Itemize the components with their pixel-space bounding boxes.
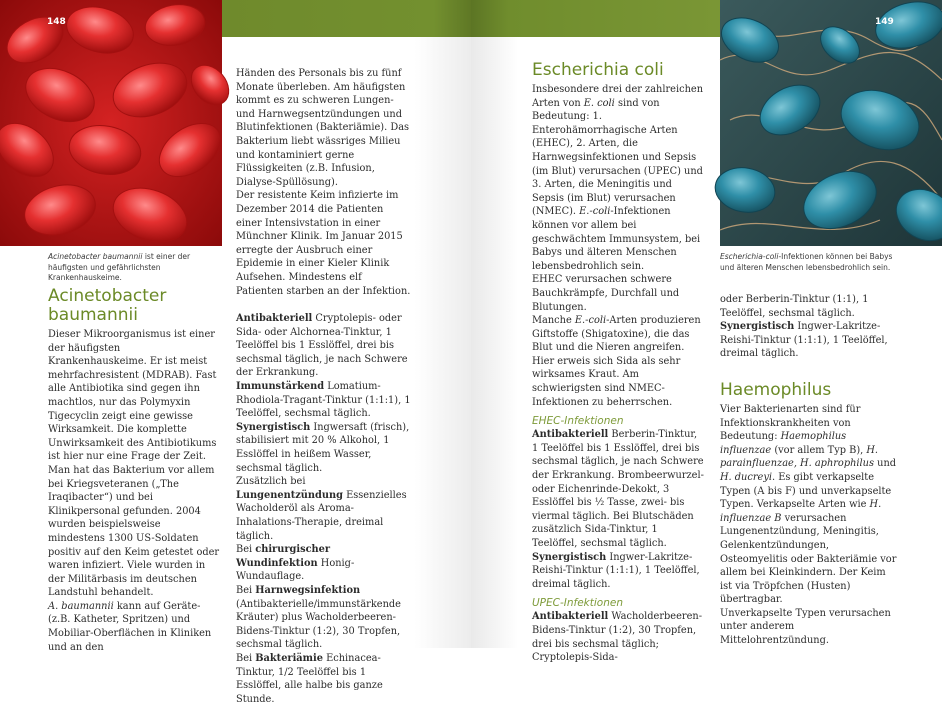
label-antibakteriell: Antibakteriell [532,429,609,441]
column-4 [720,293,898,648]
col1-p3-text: kann auf Geräte- (z.B. Katheter, Spritzen) und Mobiliar-Oberflächen in Kliniken und an den [48,600,212,653]
col3-paragraph-1 [532,83,706,273]
remedy-text: Ingwersaft (frisch), stabilisiert mit 20 % Alkohol, 1 Esslöffel in heißem Wasser, sechsmal täglich. [236,421,410,474]
caption-left [48,252,220,284]
col3-remedy-2 [532,551,706,592]
species: Haemophilus influenzae [720,431,847,456]
label-synergistisch: Synergistisch [532,551,607,563]
remedy-prefix: Bei [236,584,256,596]
text: sind von Bedeutung: 1. Enterohämorrhagische Arten (EHEC), 2. Arten, die Harnwegsinfektionen und Sepsis (im Blut) verursachen (UPEC) und 3. Arten, die Meningitis und Sepsis (im Blut) verursachen (NMEC). [532,97,703,218]
col2-remedy-5 [236,543,412,584]
column-3 [532,61,706,665]
caption-right [720,252,904,273]
text: und [874,458,897,470]
remedy-prefix: Bei [236,652,256,664]
col4-remedy [720,320,898,361]
col2-remedy-6 [236,584,412,652]
heading-haemophilus: Haemophilus [720,379,832,400]
col1-paragraph-3 [48,600,220,654]
species: H. parainfluenzae, H. aphrophilus [720,444,879,470]
label-synergistisch: Synergistisch [720,321,795,333]
text: -Infektionen können vor allem bei geschwächtem Immunsystem, bei Babys und älteren Menschen lebensbedrohlich sein. [532,206,701,272]
subheading-ehec: EHEC-Infektionen [532,415,624,428]
col2-remedy-3 [236,421,412,475]
left-header-band [222,0,471,37]
label-harnwegsinfektion: Harnwegsinfektion [255,584,361,596]
page-number-right: 149 [875,17,894,27]
remedy-text: Wacholderbeeren-Bidens-Tinktur (1:2), 30 Tropfen, drei bis sechsmal täglich; Cryptolepis-Sida- [532,611,703,664]
text: Vier Bakterienarten sind für Infektionskrankheiten von Bedeutung: [720,403,861,443]
col2-paragraph-1: Händen des Personals bis zu fünf Monate überleben. Am häufigsten kommt es zu schweren Lungen- und Harnwegsentzündungen und Blutinfektionen (Bakteriämie). Das Bakterium liebt wässriges Milieu und kontaminiert gerne Flüssigkeiten (z.B. Infusion, Dialyse-Spüllösung). [236,68,410,188]
text: Manche [532,315,575,327]
remedy-prefix: Zusätzlich bei [236,476,306,488]
remedy-text: Honig-Wundauflage. [236,557,355,583]
acinetobacter-illustration [0,0,222,246]
species: E.-coli [574,315,607,327]
text: Insbesondere drei der zahlreichen Arten von [532,84,704,109]
ecoli-photo [720,0,942,246]
acinetobacter-photo [0,0,222,246]
remedy-text: Lomatium-Rhodiola-Tragant-Tinktur (1:1:1), 1 Teelöffel, sechsmal täglich. [236,381,411,420]
remedy-text: (Antibakterielle/immunstärkende Kräuter) plus Wacholderbeeren-Bidens-Tinktur (1:2), 30 Tropfen, sechsmal täglich. [236,598,401,651]
text: -Arten produzieren Giftstoffe (Shigatoxine), die das Blut und die Nieren angreifen. Hier erweis sich Sida als sehr wirksames Kraut. Am schwierigsten sind NMEC-Infektionen zu beherrschen. [532,315,701,408]
heading-escherichia-coli: Escherichia coli [532,60,664,80]
text: verursachen Lungenentzündung, Meningitis, Gelenkentzündungen, Osteomyelitis oder Bakteriämie vor allem bei Kleinkindern. Der Keim ist via Tröpfchen (Husten) übertragbar. [720,512,897,606]
heading-acinetobacter: Acinetobacter baumannii [48,286,167,325]
label-antibakteriell: Antibakteriell [532,611,609,623]
col1-paragraph-2: Man hat das Bakterium vor allem bei Kriegsveteranen („The Iraqibacter“) und bei Klinikpersonal gefunden. 2004 wurden beispielsweise mindestens 1300 US-Soldaten positiv auf den Keim getestet oder waren infiziert. Viele wurden in der Militärbasis im deutschen Landstuhl behandelt. [48,464,220,599]
remedy-text: Ingwer-Lakritze-Reishi-Tinktur (1:1:1), 1 Teelöffel, dreimal täglich. [720,321,888,360]
spacer [236,298,412,312]
label-wundinfektion: chirurgischer Wundinfektion [236,544,331,569]
remedy-text: Essenzielles Wacholderöl als Aroma-Inhalations-Therapie, dreimal täglich. [236,489,407,542]
col3-remedy-3 [532,610,706,664]
caption-left-text: ist einer der häufigsten und gefährlichsten Krankenhauskeime. [48,252,191,282]
caption-right-species: Escherichia-coli [720,252,779,261]
col2-remedy-7 [236,652,412,706]
species: H. ducreyi [720,471,772,483]
caption-left-species: Acinetobacter baumannii [48,252,143,261]
col3-paragraph-3 [532,314,706,409]
col1-species: A. baumannii [48,600,114,612]
col4-paragraph-3: Unverkapselte Typen verursachen unter anderem Mittelohrentzündung. [720,607,891,647]
spacer [720,361,898,381]
subheading-upec: UPEC-Infektionen [532,597,623,610]
label-immunstaerkend: Immunstärkend [236,381,325,393]
label-synergistisch: Synergistisch [236,421,311,433]
label-lungenentzuendung: Lungenentzündung [236,489,343,501]
col3-remedy-1 [532,428,706,550]
species: H. influenzae B [720,499,882,524]
remedy-text: Ingwer-Lakritze-Reishi-Tinktur (1:1:1), 1 Teelöffel, dreimal täglich. [532,551,700,590]
remedy-text: Cryptolepis- oder Sida- oder Alchornea-Tinktur, 1 Teelöffel bis 1 Esslöffel, drei bis sechsmal täglich, je nach Schwere der Erkrankung. [236,313,408,379]
col4-paragraph-1: oder Berberin-Tinktur (1:1), 1 Teelöffel, sechsmal täglich. [720,294,869,319]
right-header-band [471,0,720,37]
label-bakteriaemie: Bakteriämie [255,652,323,664]
col2-paragraph-2: Der resistente Keim infizierte im Dezember 2014 die Patienten einer Intensivstation in einer Münchner Klinik. Im Januar 2015 erregte der Ausbruch einer Epidemie in einer Kieler Klinik Aufsehen. Mindestens elf Patienten starben an der Infektion. [236,190,411,297]
col4-paragraph-2 [720,403,898,607]
ecoli-illustration [720,0,942,246]
remedy-text: Echinacea-Tinktur, 1/2 Teelöffel bis 1 Esslöffel, alle halbe bis ganze Stunde. [236,652,383,705]
species: E.-coli [579,206,611,218]
remedy-prefix: Bei [236,544,256,556]
page-number-left: 148 [47,17,66,27]
label-antibakteriell: Antibakteriell [236,313,313,325]
column-1 [48,287,220,654]
remedy-text: Berberin-Tinktur, 1 Teelöffel bis 1 Esslöffel, drei bis sechsmal täglich, je nach Schwere der Erkrankung. Brombeerwurzel- oder Eichenrinde-Dekokt, 3 Esslöffel bis ½ Tasse, zwei- bis viermal täglich. Bei Blutschäden zusätzlich Sida-Tinktur, 1 Teelöffel, sechsmal täglich. [532,429,704,549]
caption-right-text: -Infektionen können bei Babys und älteren Menschen lebensbedrohlich sein. [720,252,893,272]
text: (vor allem Typ B), [771,444,867,456]
text: . Es gibt verkapselte Typen (A bis F) und unverkapselte Typen. Verkapselte Arten wie [720,471,892,511]
species: E. coli [583,97,615,109]
column-2 [236,67,412,706]
col2-remedy-2 [236,380,412,421]
col1-paragraph-1: Dieser Mikroorganismus ist einer der häufigsten Krankenhauskeime. Er ist meist mehrfachresistent (MDRAB). Fast alle Antibiotika sind gegen ihn machtlos, nur das Polymyxin Tigecyclin zeigt eine gewisse Wirksamkeit. Die komplette Unwirksamkeit des Antibiotikums ist hier nur eine Frage der Zeit. [48,329,217,463]
col2-remedy-1 [236,312,412,380]
col2-remedy-4 [236,475,412,543]
col3-paragraph-2: EHEC verursachen schwere Bauchkrämpfe, Durchfall und Blutungen. [532,274,680,313]
